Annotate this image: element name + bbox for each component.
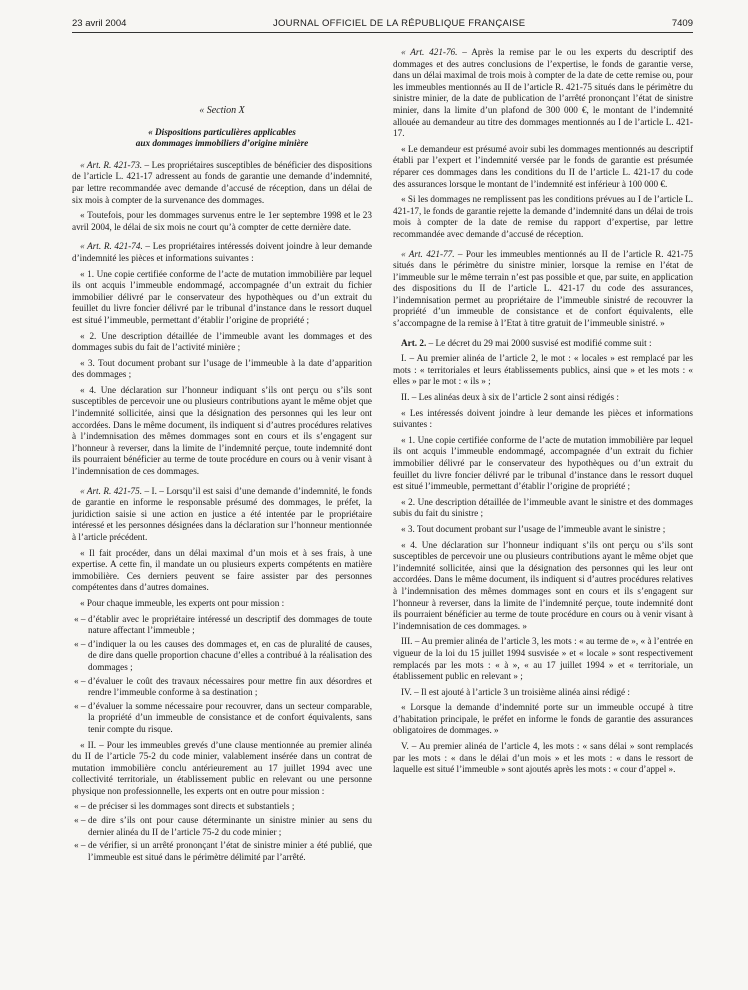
paragraph: « 3. Tout document probant sur l’usage de l’immeuble à la date d’apparition des dommages ; — [72, 357, 372, 380]
article-ref: Art. 2. — [401, 337, 427, 348]
list-item — [74, 840, 372, 863]
paragraph: « II. – Pour les immeubles grevés d’une clause mentionnée au premier alinéa du II de l’article 75-2 du code minier, valablement insérée dans un contrat de mutation immobilière conclu antérieurement au 17 juillet 1994 avec une collectivité territoriale, un établissement public en relevant ou une personne physique non professionnelle, les experts ont en outre pour mission : — [72, 739, 372, 796]
paragraph: « Toutefois, pour les dommages survenus entre le 1er septembre 1998 et le 23 avril 2004, le délai de six mois ne court qu’à compter de cette dernière date. — [72, 210, 372, 232]
mission-list — [72, 614, 372, 736]
section-heading: « Section X — [199, 105, 245, 116]
page-header — [72, 18, 693, 33]
paragraph: IV. – Il est ajouté à l’article 3 un troisième alinéa ainsi rédigé : — [401, 686, 630, 697]
paragraph: « 3. Tout document probant sur l’usage de l’immeuble avant le sinistre ; — [401, 523, 666, 534]
list-item-text: de dire s’ils ont pour cause déterminante un sinistre minier au sens du dernier alinéa du II de l’article 75-2 du code minier ; — [88, 815, 372, 837]
list-item — [74, 815, 372, 838]
list-item-text: d’établir avec le propriétaire intéressé un descriptif des dommages de toute nature affectant l’immeuble ; — [88, 613, 372, 636]
paragraph: « 4. Une déclaration sur l’honneur indiquant s’ils ont perçu ou s’ils sont susceptibles de percevoir une ou plusieurs contributions ayant le même objet que l’indemnité sollicitée, ainsi que la désignation des personnes qui les leur ont accordées. Dans le même document, ils indiquent si d’autres procédures relatives à l’indemnisation des mêmes dommages sont en cours et ils s’engagent sur l’honneur à reverser, dans la limite de l’indemnité perçue, toute indemnité dont ils pourraient bénéficier au terme de toute procédure en cours ou à venir visant à l’indemnisation de ces dommages. — [72, 384, 372, 477]
paragraph — [72, 160, 372, 206]
list-item — [74, 614, 372, 637]
article-ref: « Art. 421-76. — [401, 47, 458, 57]
paragraph-text: – Après la remise par le ou les experts du descriptif des dommages et des autres conclusions de l’expertise, le fonds de garantie verse, dans un délai maximal de trois mois à compter de la date de cette remise ou, pour les immeubles mentionnés au II de l’article R. 421-75 situés dans le périmètre du sinistre minier, de la date de publication de l’arrêté prononçant l’état de sinistre minier, dans la limite d’un plafond de 300 000 €, le montant de l’indemnité allouée au demandeur au titre des dommages mentionnés au I de l’article L. 421-17. — [393, 47, 693, 139]
article-ref: « Art. R. 421-73. — [80, 159, 143, 170]
paragraph-text: – Pour les immeubles mentionnés au II de l’article R. 421-75 situés dans le périmètre du sinistre minier, lorsque la remise en l’état de l’immeuble sur le même terrain n’est pas possible et que, par suite, en application des dispositions du II de l’article L. 421-17 du code des assurances, l’indemnisation permet au propriétaire de l’immeuble sinistré de recouvrer la propriété d’un immeuble de consistance et de confort équivalents, elle s’accompagne de la remise à l’Etat à titre gratuit de l’immeuble sinistré. » — [393, 248, 693, 329]
paragraph: V. – Au premier alinéa de l’article 4, les mots : « sans délai » sont remplacés par les mots : « dans le délai d’un mois » et les mots : « dans le ressort de laquelle est situé l’immeuble » sont ajoutés après les mots : « cour d’appel ». — [393, 741, 693, 775]
paragraph: « Il fait procéder, dans un délai maximal d’un mois et à ses frais, à une expertise. A cette fin, il mandate un ou plusieurs experts compétents en matière immobilière. Ces derniers peuvent se faire assister par des personnes compétentes dans d’autres domaines. — [72, 547, 372, 593]
list-marker: « – — [74, 801, 86, 812]
paragraph: « 4. Une déclaration sur l’honneur indiquant s’ils ont perçu ou s’ils sont susceptibles de percevoir une ou plusieurs contributions ayant le même objet que l’indemnité sollicitée, ainsi que la désignation des personnes qui les leur ont accordées. Dans le même document, ils indiquent si d’autres procédures relatives à l’indemnisation des mêmes dommages sont en cours et ils s’engagent sur l’honneur à reverser, dans la limite de l’indemnité perçue, toute indemnité dont ils pourraient bénéficier au terme de toute procédure en cours ou à venir visant à l’indemnisation de ces dommages. » — [393, 539, 693, 631]
article-ref: « Art. R. 421-74. — [80, 241, 143, 252]
paragraph-text: – Le décret du 29 mai 2000 susvisé est modifié comme suit : — [426, 337, 652, 348]
list-item — [74, 676, 372, 699]
paragraph: « 1. Une copie certifiée conforme de l’acte de mutation immobilière par lequel ils ont acquis l’immeuble endommagé, accompagnée d’un extrait du fichier immobilier délivré par le conservateur des hypothèques ou d’un extrait du feuillet du livre foncier délivré par le tribunal d’instance dans le ressort duquel est situé l’immeuble, permettant d’établir l’origine de propriété ; — [72, 268, 372, 325]
list-marker: « – — [74, 638, 86, 649]
paragraph — [72, 241, 372, 264]
list-item — [74, 801, 372, 813]
list-item — [74, 701, 372, 736]
list-marker: « – — [74, 700, 86, 711]
section-title — [72, 127, 372, 150]
paragraph: « 2. Une description détaillée de l’immeuble avant le sinistre et des dommages subis du fait du sinistre ; — [393, 496, 693, 519]
paragraph: « Le demandeur est présumé avoir subi les dommages mentionnés au descriptif établi par l’expert et l’indemnité versée par le fonds de garantie est présumée réparer ces dommages dans les conditions du II de l’article L. 421-17 du code des assurances lorsque le montant de l’indemnité est inférieur à 100 000 €. — [393, 143, 693, 189]
header-page-number: 7409 — [671, 18, 693, 29]
list-item-text: d’indiquer la ou les causes des dommages et, en cas de pluralité de causes, de dire dans quelle proportion chacune d’elles a contribué à la réalisation des dommages ; — [88, 638, 372, 672]
right-column — [393, 47, 693, 867]
header-date: 23 avril 2004 — [72, 18, 127, 29]
list-item-text: de préciser si les dommages sont directs et substantiels ; — [88, 801, 295, 812]
paragraph: « Lorsque la demande d’indemnité porte sur un immeuble occupé à titre d’habitation principale, le préfet en informe le fonds de garantie des assurances obligatoires de dommages. » — [393, 702, 693, 736]
list-marker: « – — [74, 840, 86, 851]
header-title: JOURNAL OFFICIEL DE LA RÉPUBLIQUE FRANÇAISE — [272, 18, 526, 29]
paragraph: « Pour chaque immeuble, les experts ont pour mission : — [80, 597, 285, 608]
paragraph-text: – I. – Lorsqu’il est saisi d’une demande d’indemnité, le fonds de garantie en informe le responsable présumé des dommages, le préfet, la juridiction saisie si une action en justice a été intentée par le propriétaire intéressé et les personnes désignées dans la déclaration sur l’honneur mentionnée à l’article précédent. — [72, 485, 372, 542]
paragraph: « 1. Une copie certifiée conforme de l’acte de mutation immobilière par lequel ils ont acquis l’immeuble endommagé, accompagnée d’un extrait du fichier immobilier délivré par le conservateur des hypothèques ou d’un extrait du feuillet du livre foncier délivré par le tribunal d’instance dans le ressort duquel est situé l’immeuble, permettant d’établir l’origine de propriété ; — [393, 434, 693, 492]
paragraph: III. – Au premier alinéa de l’article 3, les mots : « au terme de », « à l’entrée en vigueur de la loi du 15 juillet 1994 susvisée » et « locale » sont respectivement remplacés par les mots : « à », « au 17 juillet 1994 » et « territoriale, un établissement public en relevant » ; — [393, 636, 693, 682]
left-column — [72, 47, 372, 867]
paragraph: « 2. Une description détaillée de l’immeuble avant les dommages et des dommages subis du fait de l’activité minière ; — [72, 330, 372, 353]
paragraph — [393, 338, 693, 350]
list-marker: « – — [74, 613, 86, 624]
list-item-text: de vérifier, si un arrêté prononçant l’état de sinistre minier a été publié, que l’immeuble est situé dans le périmètre délimité par l’arrêté. — [88, 840, 372, 862]
paragraph: I. – Au premier alinéa de l’article 2, le mot : « locales » est remplacé par les mots : « territoriales et leurs établissements publics, ainsi que » et les mots : « elles » par le mot : « ils » ; — [393, 353, 693, 387]
paragraph-text: – Les propriétaires susceptibles de bénéficier des dispositions de l’article L. 421-17 adressent au fonds de garantie une demande d’indemnité, par lettre recommandée avec demande d’accusé de réception, dans un délai de six mois à compter de la survenance des dommages. — [72, 159, 373, 205]
list-item-text: d’évaluer le coût des travaux nécessaires pour mettre fin aux désordres et rendre l’immeuble conforme à sa destination ; — [88, 675, 372, 698]
section-title-line: aux dommages immobiliers d’origine minière — [135, 138, 309, 149]
mission-list-2 — [72, 801, 372, 863]
paragraph: II. – Les alinéas deux à six de l’article 2 sont ainsi rédigés : — [401, 392, 619, 403]
paragraph — [72, 486, 372, 544]
list-item — [74, 639, 372, 674]
list-marker: « – — [74, 815, 86, 826]
paragraph: « Si les dommages ne remplissent pas les conditions prévues au I de l’article L. 421-17, le fonds de garantie rejette la demande d’indemnité dans un délai de trois mois à compter de la date de remise du rapport d’expertise, par lettre recommandée avec demande d’accusé de réception. — [393, 194, 693, 239]
text-columns — [72, 47, 693, 867]
list-item-text: d’évaluer la somme nécessaire pour recouvrer, dans un secteur comparable, la propriété d’un immeuble de consistance et de confort équivalents, sans tenir compte du risque. — [88, 700, 372, 734]
paragraph: « Les intéressés doivent joindre à leur demande les pièces et informations suivantes : — [393, 407, 693, 430]
list-marker: « – — [74, 675, 86, 686]
paragraph — [393, 47, 693, 140]
paragraph — [393, 249, 693, 330]
article-ref: « Art. R. 421-75. — [80, 485, 143, 496]
paragraph-text: – Les propriétaires intéressés doivent joindre à leur demande d’indemnité les pièces et informations suivantes : — [72, 241, 372, 263]
section-title-line: « Dispositions particulières applicables — [148, 126, 296, 137]
article-ref: « Art. 421-77. — [401, 248, 455, 259]
